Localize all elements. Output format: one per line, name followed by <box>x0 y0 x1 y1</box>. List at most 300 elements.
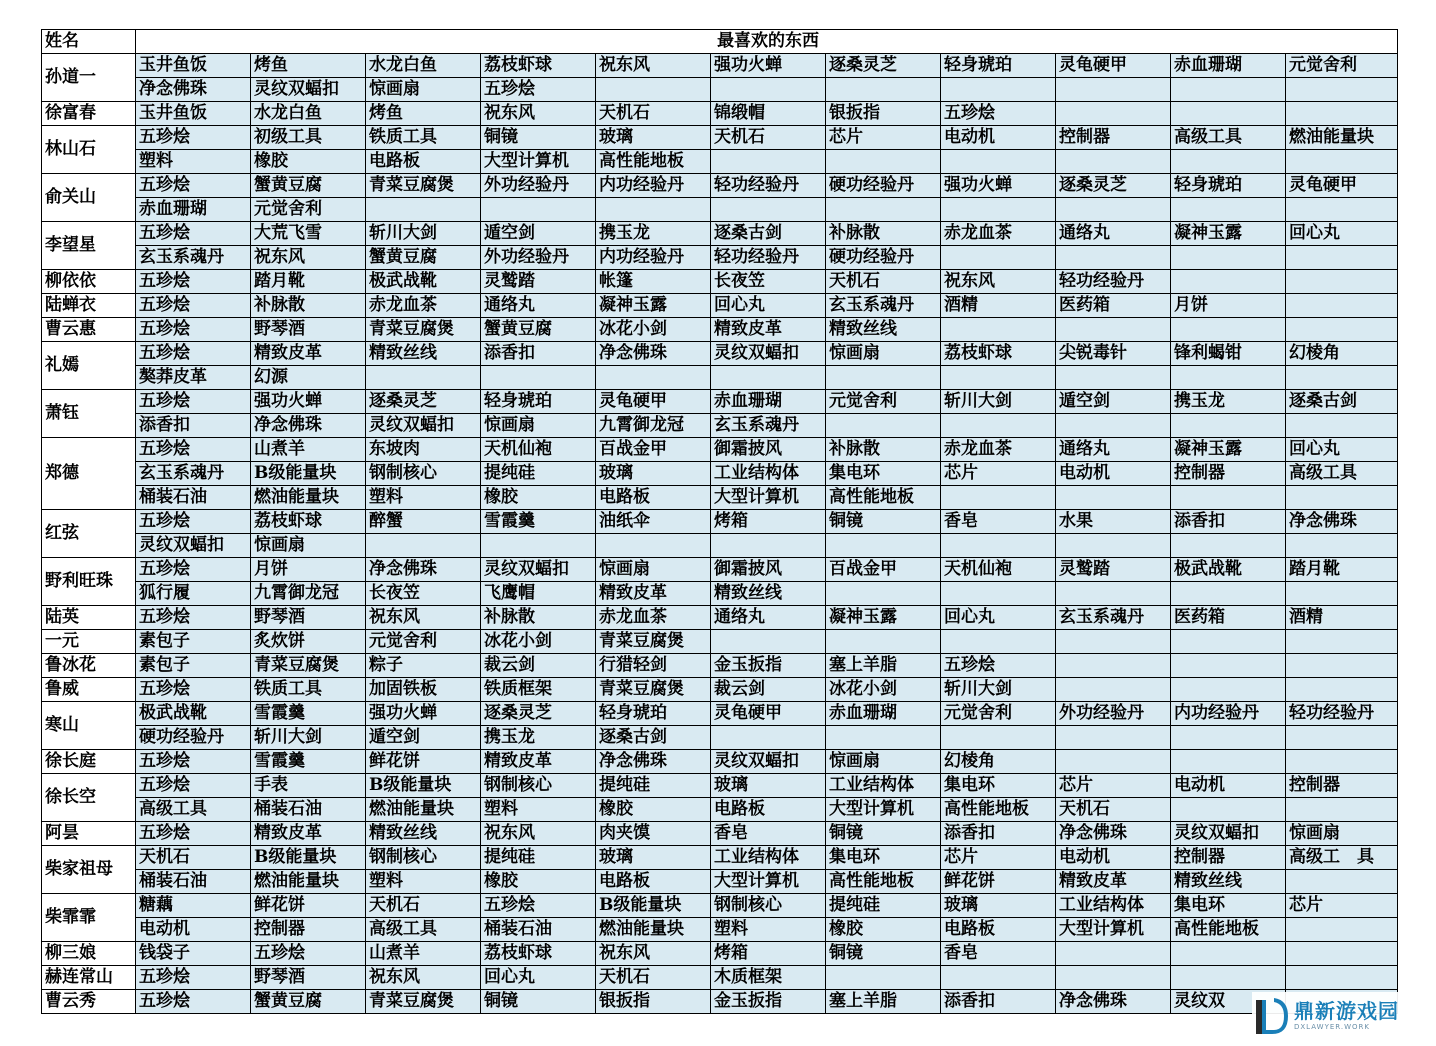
item-cell[interactable] <box>1286 534 1398 558</box>
item-cell[interactable] <box>1171 630 1286 654</box>
item-cell[interactable]: 遁空剑 <box>481 222 596 246</box>
item-cell[interactable]: 天机石 <box>596 966 711 990</box>
item-cell[interactable]: 提纯硅 <box>826 894 941 918</box>
item-cell[interactable]: 灵纹双蝠扣 <box>251 78 366 102</box>
item-cell[interactable]: 橡胶 <box>481 870 596 894</box>
item-cell[interactable] <box>1056 318 1171 342</box>
person-name-cell[interactable]: 林山石 <box>42 126 136 174</box>
item-cell[interactable]: 水龙白鱼 <box>366 54 481 78</box>
item-cell[interactable]: 控制器 <box>1286 774 1398 798</box>
item-cell[interactable]: 净念佛珠 <box>596 342 711 366</box>
item-cell[interactable]: 高性能地板 <box>1171 918 1286 942</box>
item-cell[interactable]: 提纯硅 <box>481 462 596 486</box>
item-cell[interactable]: 五珍烩 <box>136 126 251 150</box>
item-cell[interactable] <box>941 966 1056 990</box>
item-cell[interactable]: 蟹黄豆腐 <box>251 990 366 1014</box>
item-cell[interactable]: 斩川大剑 <box>366 222 481 246</box>
item-cell[interactable]: 精致皮革 <box>481 750 596 774</box>
item-cell[interactable]: 净念佛珠 <box>596 750 711 774</box>
item-cell[interactable]: 九霄御龙冠 <box>251 582 366 606</box>
item-cell[interactable]: 高级工 具 <box>1286 846 1398 870</box>
item-cell[interactable] <box>711 150 826 174</box>
item-cell[interactable] <box>941 630 1056 654</box>
item-cell[interactable] <box>1056 654 1171 678</box>
item-cell[interactable]: 集电环 <box>826 462 941 486</box>
item-cell[interactable]: 控制器 <box>1171 462 1286 486</box>
item-cell[interactable]: 内功经验丹 <box>596 246 711 270</box>
item-cell[interactable]: 银扳指 <box>826 102 941 126</box>
item-cell[interactable]: 月饼 <box>251 558 366 582</box>
item-cell[interactable] <box>1286 918 1398 942</box>
item-cell[interactable]: 飞鹰帽 <box>481 582 596 606</box>
item-cell[interactable]: 轻功经验丹 <box>711 246 826 270</box>
person-name-cell[interactable]: 一元 <box>42 630 136 654</box>
item-cell[interactable] <box>941 582 1056 606</box>
item-cell[interactable]: 糖藕 <box>136 894 251 918</box>
item-cell[interactable]: 铜镜 <box>826 942 941 966</box>
item-cell[interactable]: 通络丸 <box>1056 438 1171 462</box>
item-cell[interactable]: 添香扣 <box>1171 510 1286 534</box>
item-cell[interactable]: 惊画扇 <box>596 558 711 582</box>
item-cell[interactable]: 电路板 <box>711 798 826 822</box>
item-cell[interactable]: 加固铁板 <box>366 678 481 702</box>
item-cell[interactable]: 大型计算机 <box>711 486 826 510</box>
item-cell[interactable]: 逐桑灵芝 <box>826 54 941 78</box>
item-cell[interactable]: 通络丸 <box>481 294 596 318</box>
person-name-cell[interactable]: 寒山 <box>42 702 136 750</box>
person-name-cell[interactable]: 李望星 <box>42 222 136 270</box>
item-cell[interactable] <box>826 150 941 174</box>
person-name-cell[interactable]: 礼嫣 <box>42 342 136 390</box>
item-cell[interactable]: 五珍烩 <box>136 174 251 198</box>
item-cell[interactable]: 五珍烩 <box>136 750 251 774</box>
item-cell[interactable]: 高级工具 <box>1286 462 1398 486</box>
item-cell[interactable] <box>1056 78 1171 102</box>
item-cell[interactable]: 凝神玉露 <box>1171 222 1286 246</box>
item-cell[interactable]: 赤龙血茶 <box>366 294 481 318</box>
item-cell[interactable]: 电路板 <box>941 918 1056 942</box>
item-cell[interactable] <box>941 318 1056 342</box>
item-cell[interactable] <box>1056 582 1171 606</box>
item-cell[interactable] <box>1286 366 1398 390</box>
item-cell[interactable]: 强功火蝉 <box>711 54 826 78</box>
item-cell[interactable]: 轻身琥珀 <box>596 702 711 726</box>
item-cell[interactable]: 高级工具 <box>366 918 481 942</box>
person-name-cell[interactable]: 陆英 <box>42 606 136 630</box>
item-cell[interactable] <box>1286 102 1398 126</box>
item-cell[interactable]: 塞上羊脂 <box>826 990 941 1014</box>
item-cell[interactable]: 凝神玉露 <box>596 294 711 318</box>
item-cell[interactable]: 五珍烩 <box>136 966 251 990</box>
item-cell[interactable] <box>1171 246 1286 270</box>
item-cell[interactable] <box>1171 366 1286 390</box>
item-cell[interactable] <box>1286 750 1398 774</box>
item-cell[interactable]: 惊画扇 <box>251 534 366 558</box>
item-cell[interactable]: 外功经验丹 <box>1056 702 1171 726</box>
item-cell[interactable] <box>1171 318 1286 342</box>
item-cell[interactable]: 百战金甲 <box>596 438 711 462</box>
item-cell[interactable]: 极武战靴 <box>366 270 481 294</box>
item-cell[interactable]: 冰花小剑 <box>826 678 941 702</box>
item-cell[interactable]: 炙炊饼 <box>251 630 366 654</box>
item-cell[interactable]: 回心丸 <box>481 966 596 990</box>
item-cell[interactable]: 祝东风 <box>596 54 711 78</box>
item-cell[interactable]: 五珍烩 <box>136 318 251 342</box>
item-cell[interactable]: 芯片 <box>1056 774 1171 798</box>
item-cell[interactable]: 高性能地板 <box>941 798 1056 822</box>
item-cell[interactable]: 赤血珊瑚 <box>711 390 826 414</box>
item-cell[interactable]: 灵纹双蝠扣 <box>481 558 596 582</box>
item-cell[interactable]: 雪霞羹 <box>481 510 596 534</box>
item-cell[interactable] <box>1286 582 1398 606</box>
item-cell[interactable]: 天机石 <box>826 270 941 294</box>
item-cell[interactable]: 轻功经验丹 <box>1286 702 1398 726</box>
item-cell[interactable]: 灵纹双蝠扣 <box>136 534 251 558</box>
item-cell[interactable] <box>941 150 1056 174</box>
item-cell[interactable]: 补脉散 <box>826 222 941 246</box>
item-cell[interactable]: 高性能地板 <box>826 486 941 510</box>
person-name-cell[interactable]: 阿昙 <box>42 822 136 846</box>
item-cell[interactable]: 水果 <box>1056 510 1171 534</box>
item-cell[interactable] <box>1056 486 1171 510</box>
item-cell[interactable] <box>366 534 481 558</box>
item-cell[interactable]: 初级工具 <box>251 126 366 150</box>
item-cell[interactable]: 手表 <box>251 774 366 798</box>
item-cell[interactable]: 大型计算机 <box>481 150 596 174</box>
item-cell[interactable]: 木质框架 <box>711 966 826 990</box>
item-cell[interactable]: 御霜披风 <box>711 438 826 462</box>
item-cell[interactable]: 灵鹫踏 <box>1056 558 1171 582</box>
item-cell[interactable]: 烤鱼 <box>251 54 366 78</box>
item-cell[interactable]: 玄玉系魂丹 <box>136 246 251 270</box>
item-cell[interactable] <box>1171 78 1286 102</box>
item-cell[interactable]: 惊画扇 <box>1286 822 1398 846</box>
item-cell[interactable]: 五珍烩 <box>251 942 366 966</box>
item-cell[interactable]: 天机石 <box>136 846 251 870</box>
item-cell[interactable]: 控制器 <box>1056 126 1171 150</box>
item-cell[interactable]: 精致皮革 <box>251 822 366 846</box>
item-cell[interactable]: 精致丝线 <box>1171 870 1286 894</box>
item-cell[interactable] <box>1286 78 1398 102</box>
item-cell[interactable]: 惊画扇 <box>481 414 596 438</box>
item-cell[interactable] <box>941 486 1056 510</box>
item-cell[interactable]: 五珍烩 <box>136 510 251 534</box>
item-cell[interactable]: 逐桑灵芝 <box>1056 174 1171 198</box>
item-cell[interactable]: 工业结构体 <box>711 462 826 486</box>
item-cell[interactable]: 极武战靴 <box>136 702 251 726</box>
item-cell[interactable] <box>1286 726 1398 750</box>
item-cell[interactable]: 极武战靴 <box>1171 558 1286 582</box>
item-cell[interactable]: 芯片 <box>826 126 941 150</box>
item-cell[interactable]: 五珍烩 <box>136 390 251 414</box>
item-cell[interactable] <box>1056 630 1171 654</box>
item-cell[interactable]: 五珍烩 <box>941 102 1056 126</box>
item-cell[interactable]: 电动机 <box>941 126 1056 150</box>
item-cell[interactable]: 轻身琥珀 <box>941 54 1056 78</box>
item-cell[interactable] <box>1286 942 1398 966</box>
item-cell[interactable]: 素包子 <box>136 654 251 678</box>
item-cell[interactable]: 赤血珊瑚 <box>1171 54 1286 78</box>
item-cell[interactable]: 五珍烩 <box>136 294 251 318</box>
item-cell[interactable] <box>1171 654 1286 678</box>
item-cell[interactable]: 添香扣 <box>941 990 1056 1014</box>
item-cell[interactable]: 幻源 <box>251 366 366 390</box>
item-cell[interactable]: 轻功经验丹 <box>1056 270 1171 294</box>
item-cell[interactable]: 酒精 <box>941 294 1056 318</box>
item-cell[interactable]: 通络丸 <box>711 606 826 630</box>
item-cell[interactable]: 荔枝虾球 <box>481 942 596 966</box>
item-cell[interactable]: 硬功经验丹 <box>826 246 941 270</box>
item-cell[interactable]: 祝东风 <box>941 270 1056 294</box>
item-cell[interactable]: 獒莽皮革 <box>136 366 251 390</box>
item-cell[interactable]: 铜镜 <box>481 126 596 150</box>
item-cell[interactable]: 灵鹫踏 <box>481 270 596 294</box>
item-cell[interactable] <box>1171 414 1286 438</box>
item-cell[interactable]: 携玉龙 <box>1171 390 1286 414</box>
item-cell[interactable]: 集电环 <box>1171 894 1286 918</box>
item-cell[interactable]: 精致皮革 <box>251 342 366 366</box>
item-cell[interactable]: 五珍烩 <box>136 678 251 702</box>
name-column-header[interactable]: 姓名 <box>42 30 136 54</box>
item-cell[interactable]: 芯片 <box>941 846 1056 870</box>
item-cell[interactable]: 水龙白鱼 <box>251 102 366 126</box>
item-cell[interactable]: 天机石 <box>1056 798 1171 822</box>
item-cell[interactable]: 电路板 <box>366 150 481 174</box>
item-cell[interactable]: 回心丸 <box>1286 438 1398 462</box>
item-cell[interactable]: 精致皮革 <box>1056 870 1171 894</box>
item-cell[interactable]: 塞上羊脂 <box>826 654 941 678</box>
item-cell[interactable]: 净念佛珠 <box>136 78 251 102</box>
item-cell[interactable]: 外功经验丹 <box>481 246 596 270</box>
item-cell[interactable]: 轻身琥珀 <box>481 390 596 414</box>
item-cell[interactable]: 惊画扇 <box>366 78 481 102</box>
item-cell[interactable]: 斩川大剑 <box>251 726 366 750</box>
item-cell[interactable]: 铁质工具 <box>251 678 366 702</box>
item-cell[interactable]: 五珍烩 <box>136 342 251 366</box>
item-cell[interactable]: 青菜豆腐煲 <box>251 654 366 678</box>
item-cell[interactable]: 医药箱 <box>1171 606 1286 630</box>
item-cell[interactable]: 青菜豆腐煲 <box>596 630 711 654</box>
item-cell[interactable]: 青菜豆腐煲 <box>366 318 481 342</box>
item-cell[interactable]: 凝神玉露 <box>826 606 941 630</box>
item-cell[interactable]: 赤龙血茶 <box>941 222 1056 246</box>
item-cell[interactable]: 灵龟硬甲 <box>1286 174 1398 198</box>
item-cell[interactable]: 钱袋子 <box>136 942 251 966</box>
item-cell[interactable]: 斩川大剑 <box>941 678 1056 702</box>
item-cell[interactable] <box>1286 270 1398 294</box>
item-cell[interactable] <box>1056 414 1171 438</box>
item-cell[interactable]: 提纯硅 <box>596 774 711 798</box>
item-cell[interactable] <box>941 246 1056 270</box>
item-cell[interactable] <box>366 198 481 222</box>
item-cell[interactable]: 添香扣 <box>941 822 1056 846</box>
item-cell[interactable] <box>481 366 596 390</box>
item-cell[interactable]: 铜镜 <box>826 510 941 534</box>
item-cell[interactable] <box>1171 678 1286 702</box>
person-name-cell[interactable]: 柳三娘 <box>42 942 136 966</box>
item-cell[interactable]: 强功火蝉 <box>941 174 1056 198</box>
item-cell[interactable] <box>1286 654 1398 678</box>
item-cell[interactable]: 灵纹双蝠扣 <box>366 414 481 438</box>
item-cell[interactable]: 锋利蝎钳 <box>1171 342 1286 366</box>
item-cell[interactable]: 惊画扇 <box>826 750 941 774</box>
item-cell[interactable]: 塑料 <box>366 486 481 510</box>
item-cell[interactable]: B级能量块 <box>366 774 481 798</box>
person-name-cell[interactable]: 曹云惠 <box>42 318 136 342</box>
item-cell[interactable] <box>1286 966 1398 990</box>
item-cell[interactable] <box>1286 414 1398 438</box>
item-cell[interactable]: 青菜豆腐煲 <box>366 990 481 1014</box>
item-cell[interactable]: 荔枝虾球 <box>481 54 596 78</box>
item-cell[interactable]: 幻棱角 <box>1286 342 1398 366</box>
item-cell[interactable]: 裁云剑 <box>481 654 596 678</box>
person-name-cell[interactable]: 郑德 <box>42 438 136 510</box>
item-cell[interactable]: 集电环 <box>941 774 1056 798</box>
item-cell[interactable] <box>1056 750 1171 774</box>
item-cell[interactable]: 补脉散 <box>826 438 941 462</box>
item-cell[interactable]: 燃油能量块 <box>251 486 366 510</box>
item-cell[interactable] <box>941 366 1056 390</box>
item-cell[interactable]: 油纸伞 <box>596 510 711 534</box>
item-cell[interactable]: 工业结构体 <box>711 846 826 870</box>
item-cell[interactable]: 精致丝线 <box>366 822 481 846</box>
item-cell[interactable]: 钢制核心 <box>481 774 596 798</box>
item-cell[interactable] <box>1056 678 1171 702</box>
item-cell[interactable]: 五珍烩 <box>136 558 251 582</box>
item-cell[interactable]: 钢制核心 <box>711 894 826 918</box>
item-cell[interactable]: 粽子 <box>366 654 481 678</box>
item-cell[interactable]: 五珍烩 <box>941 654 1056 678</box>
item-cell[interactable]: 回心丸 <box>1286 222 1398 246</box>
item-cell[interactable] <box>1286 678 1398 702</box>
item-cell[interactable]: 工业结构体 <box>1056 894 1171 918</box>
item-cell[interactable]: 元觉舍利 <box>826 390 941 414</box>
item-cell[interactable]: 净念佛珠 <box>1286 510 1398 534</box>
item-cell[interactable]: 赤血珊瑚 <box>136 198 251 222</box>
item-cell[interactable]: 携玉龙 <box>481 726 596 750</box>
item-cell[interactable]: 精致皮革 <box>596 582 711 606</box>
item-cell[interactable]: 金玉扳指 <box>711 654 826 678</box>
person-name-cell[interactable]: 鲁冰花 <box>42 654 136 678</box>
item-cell[interactable]: 灵龟硬甲 <box>1056 54 1171 78</box>
item-cell[interactable]: 荔枝虾球 <box>251 510 366 534</box>
item-cell[interactable] <box>1286 294 1398 318</box>
item-cell[interactable]: 赤龙血茶 <box>941 438 1056 462</box>
item-cell[interactable]: 桶装石油 <box>136 486 251 510</box>
item-cell[interactable]: 冰花小剑 <box>481 630 596 654</box>
item-cell[interactable] <box>1171 534 1286 558</box>
item-cell[interactable]: 金玉扳指 <box>711 990 826 1014</box>
item-cell[interactable]: 肉夹馍 <box>596 822 711 846</box>
item-cell[interactable]: 蟹黄豆腐 <box>251 174 366 198</box>
item-cell[interactable]: 酒精 <box>1286 606 1398 630</box>
item-cell[interactable]: 逐桑古剑 <box>711 222 826 246</box>
item-cell[interactable]: 烤箱 <box>711 510 826 534</box>
item-cell[interactable] <box>826 534 941 558</box>
item-cell[interactable] <box>941 726 1056 750</box>
item-cell[interactable]: 斩川大剑 <box>941 390 1056 414</box>
item-cell[interactable]: 长夜笠 <box>366 582 481 606</box>
item-cell[interactable] <box>1286 630 1398 654</box>
item-cell[interactable]: 橡胶 <box>251 150 366 174</box>
item-cell[interactable]: 塑料 <box>136 150 251 174</box>
item-cell[interactable]: 灵纹双蝠扣 <box>711 750 826 774</box>
person-name-cell[interactable]: 柴家祖母 <box>42 846 136 894</box>
item-cell[interactable]: 大型计算机 <box>1056 918 1171 942</box>
item-cell[interactable]: 惊画扇 <box>826 342 941 366</box>
item-cell[interactable]: 铜镜 <box>481 990 596 1014</box>
item-cell[interactable]: 桶装石油 <box>251 798 366 822</box>
item-cell[interactable]: 玄玉系魂丹 <box>826 294 941 318</box>
item-cell[interactable] <box>826 78 941 102</box>
item-cell[interactable]: 铁质工具 <box>366 126 481 150</box>
item-cell[interactable] <box>711 366 826 390</box>
item-cell[interactable]: 携玉龙 <box>596 222 711 246</box>
item-cell[interactable] <box>596 534 711 558</box>
item-cell[interactable] <box>1056 246 1171 270</box>
item-cell[interactable]: 五珍烩 <box>481 894 596 918</box>
item-cell[interactable]: 御霜披风 <box>711 558 826 582</box>
item-cell[interactable] <box>1171 726 1286 750</box>
item-cell[interactable]: 大型计算机 <box>826 798 941 822</box>
item-cell[interactable]: 灵龟硬甲 <box>711 702 826 726</box>
person-name-cell[interactable]: 孙道一 <box>42 54 136 102</box>
person-name-cell[interactable]: 曹云秀 <box>42 990 136 1014</box>
item-cell[interactable]: 强功火蝉 <box>366 702 481 726</box>
item-cell[interactable]: 东坡肉 <box>366 438 481 462</box>
item-cell[interactable]: 雪霞羹 <box>251 702 366 726</box>
item-cell[interactable]: 塑料 <box>366 870 481 894</box>
item-cell[interactable]: 大荒飞雪 <box>251 222 366 246</box>
item-cell[interactable]: 桶装石油 <box>481 918 596 942</box>
item-cell[interactable]: 燃油能量块 <box>251 870 366 894</box>
item-cell[interactable]: 青菜豆腐煲 <box>366 174 481 198</box>
item-cell[interactable]: 燃油能量块 <box>366 798 481 822</box>
item-cell[interactable]: 灵纹双蝠扣 <box>711 342 826 366</box>
item-cell[interactable] <box>1171 270 1286 294</box>
item-cell[interactable] <box>1056 366 1171 390</box>
item-cell[interactable]: 锦缎帽 <box>711 102 826 126</box>
item-cell[interactable]: 铁质框架 <box>481 678 596 702</box>
item-cell[interactable]: 天机仙袍 <box>941 558 1056 582</box>
item-cell[interactable]: 硬功经验丹 <box>826 174 941 198</box>
item-cell[interactable]: 天机石 <box>711 126 826 150</box>
item-cell[interactable]: 通络丸 <box>1056 222 1171 246</box>
item-cell[interactable]: 集电环 <box>826 846 941 870</box>
item-cell[interactable] <box>1056 150 1171 174</box>
item-cell[interactable]: 月饼 <box>1171 294 1286 318</box>
item-cell[interactable]: 钢制核心 <box>366 846 481 870</box>
item-cell[interactable]: 橡胶 <box>596 798 711 822</box>
item-cell[interactable]: 裁云剑 <box>711 678 826 702</box>
item-cell[interactable]: 凝神玉露 <box>1171 438 1286 462</box>
item-cell[interactable]: 电动机 <box>136 918 251 942</box>
item-cell[interactable]: 银扳指 <box>596 990 711 1014</box>
item-cell[interactable]: 电路板 <box>596 870 711 894</box>
item-cell[interactable]: 遁空剑 <box>366 726 481 750</box>
item-cell[interactable] <box>1056 102 1171 126</box>
item-cell[interactable]: 玉井鱼饭 <box>136 102 251 126</box>
item-cell[interactable] <box>596 366 711 390</box>
item-cell[interactable]: 祝东风 <box>366 966 481 990</box>
item-cell[interactable]: 香皂 <box>711 822 826 846</box>
item-cell[interactable]: 逐桑古剑 <box>1286 390 1398 414</box>
item-cell[interactable] <box>1286 246 1398 270</box>
item-cell[interactable]: 烤箱 <box>711 942 826 966</box>
item-cell[interactable]: 五珍烩 <box>136 990 251 1014</box>
item-cell[interactable]: 大型计算机 <box>711 870 826 894</box>
item-cell[interactable] <box>1171 942 1286 966</box>
